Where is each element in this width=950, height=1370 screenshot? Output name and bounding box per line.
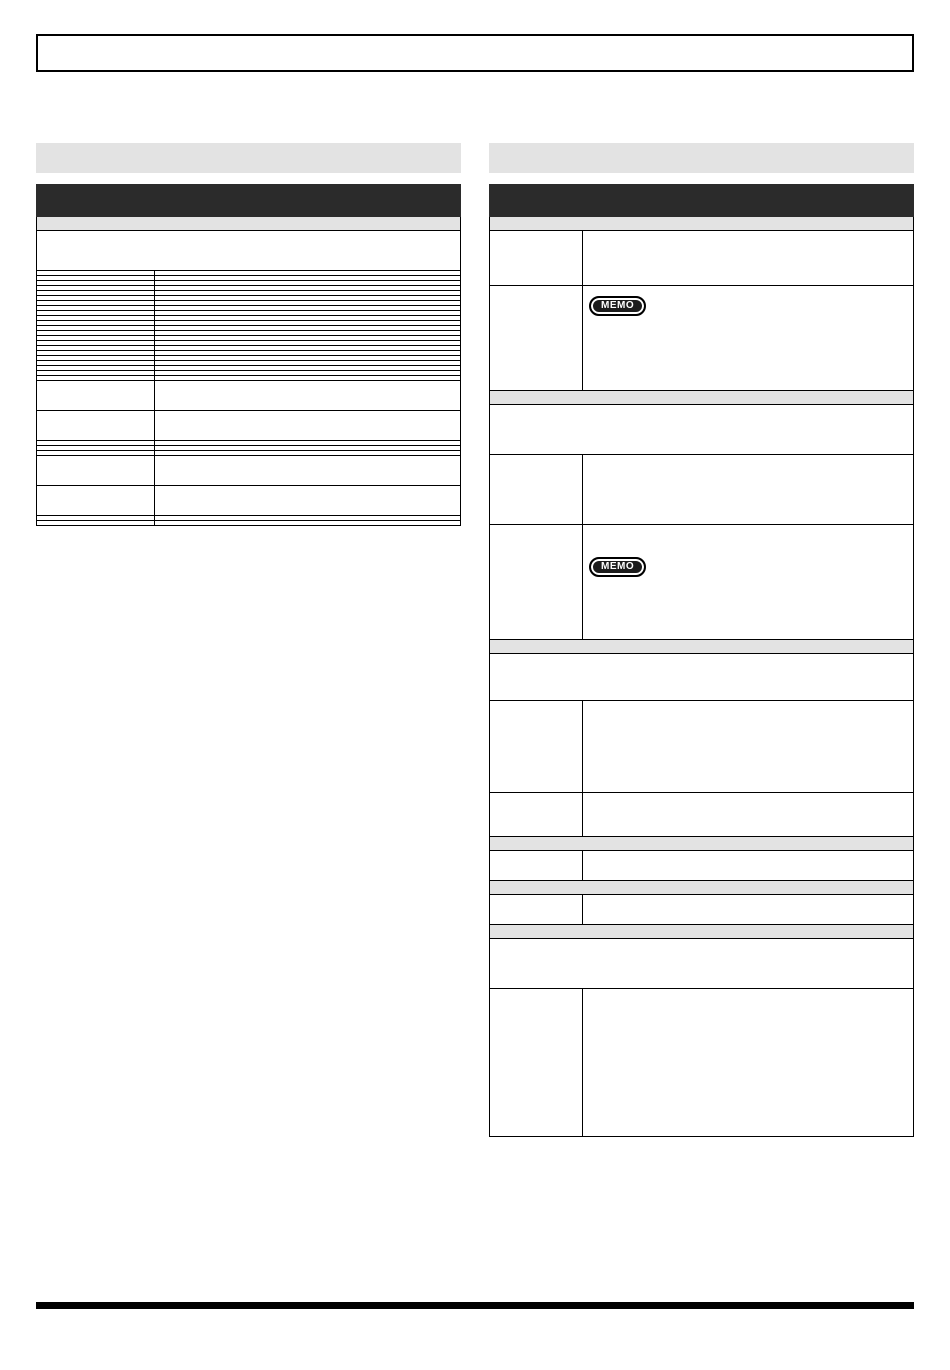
row-name <box>490 989 583 1137</box>
table-row <box>490 851 914 881</box>
group-label <box>490 391 914 405</box>
left-section-title-band <box>36 143 461 173</box>
row-value <box>155 381 461 411</box>
row-name <box>490 793 583 837</box>
header-cell-name <box>37 185 155 217</box>
table-row <box>490 939 914 989</box>
table-row <box>37 381 461 411</box>
table-row <box>490 231 914 286</box>
table-row <box>490 455 914 525</box>
row-value <box>583 793 914 837</box>
bottom-rule <box>36 1302 914 1309</box>
row-name <box>37 411 155 441</box>
row-name <box>37 381 155 411</box>
header-cell-value <box>155 185 461 217</box>
group-label <box>490 881 914 895</box>
row-value <box>583 231 914 286</box>
memo-block <box>587 288 909 320</box>
row-name <box>490 231 583 286</box>
row-value <box>583 851 914 881</box>
row-value <box>583 286 914 391</box>
table-group-row <box>490 640 914 654</box>
table-row <box>37 521 461 526</box>
table-group-row <box>490 391 914 405</box>
page-header-box <box>36 34 914 72</box>
row-name <box>37 521 155 526</box>
row-name <box>37 486 155 516</box>
row-value <box>583 701 914 793</box>
table-row-with-memo <box>490 286 914 391</box>
row-name <box>490 455 583 525</box>
table-row <box>490 895 914 925</box>
row-value <box>583 989 914 1137</box>
row-text <box>490 654 914 701</box>
row-value <box>583 525 914 640</box>
group-label <box>490 217 914 231</box>
row-name <box>490 895 583 925</box>
row-value <box>155 411 461 441</box>
header-cell-name <box>490 185 583 217</box>
table-row <box>490 989 914 1137</box>
row-value <box>155 521 461 526</box>
row-value <box>155 486 461 516</box>
table-row <box>490 701 914 793</box>
table-row <box>490 654 914 701</box>
table-row <box>490 793 914 837</box>
row-name <box>490 701 583 793</box>
table-row <box>37 456 461 486</box>
table-row <box>37 486 461 516</box>
right-parameter-table <box>489 184 914 1137</box>
memo-badge-icon: MEMO <box>589 557 646 577</box>
row-name <box>490 525 583 640</box>
memo-block <box>587 527 909 581</box>
group-label <box>490 837 914 851</box>
right-column <box>489 143 914 1137</box>
table-group-row <box>490 925 914 939</box>
table-group-row <box>490 881 914 895</box>
group-label <box>490 640 914 654</box>
row-text <box>490 939 914 989</box>
table-header-row <box>37 185 461 217</box>
table-group-row <box>490 837 914 851</box>
left-column <box>36 143 461 526</box>
row-value <box>583 895 914 925</box>
table-row <box>37 411 461 441</box>
group-label <box>37 217 461 231</box>
row-text <box>490 405 914 455</box>
right-section-title-band <box>489 143 914 173</box>
row-name <box>490 851 583 881</box>
memo-badge-icon: MEMO <box>589 296 646 316</box>
row-text <box>37 231 461 271</box>
header-cell-value <box>583 185 914 217</box>
group-label <box>490 925 914 939</box>
table-row-with-memo <box>490 525 914 640</box>
row-value <box>155 456 461 486</box>
table-row <box>37 231 461 271</box>
row-name <box>490 286 583 391</box>
table-group-row <box>490 217 914 231</box>
row-name <box>37 456 155 486</box>
table-group-row <box>37 217 461 231</box>
table-row <box>490 405 914 455</box>
left-parameter-table <box>36 184 461 526</box>
table-header-row <box>490 185 914 217</box>
row-value <box>583 455 914 525</box>
